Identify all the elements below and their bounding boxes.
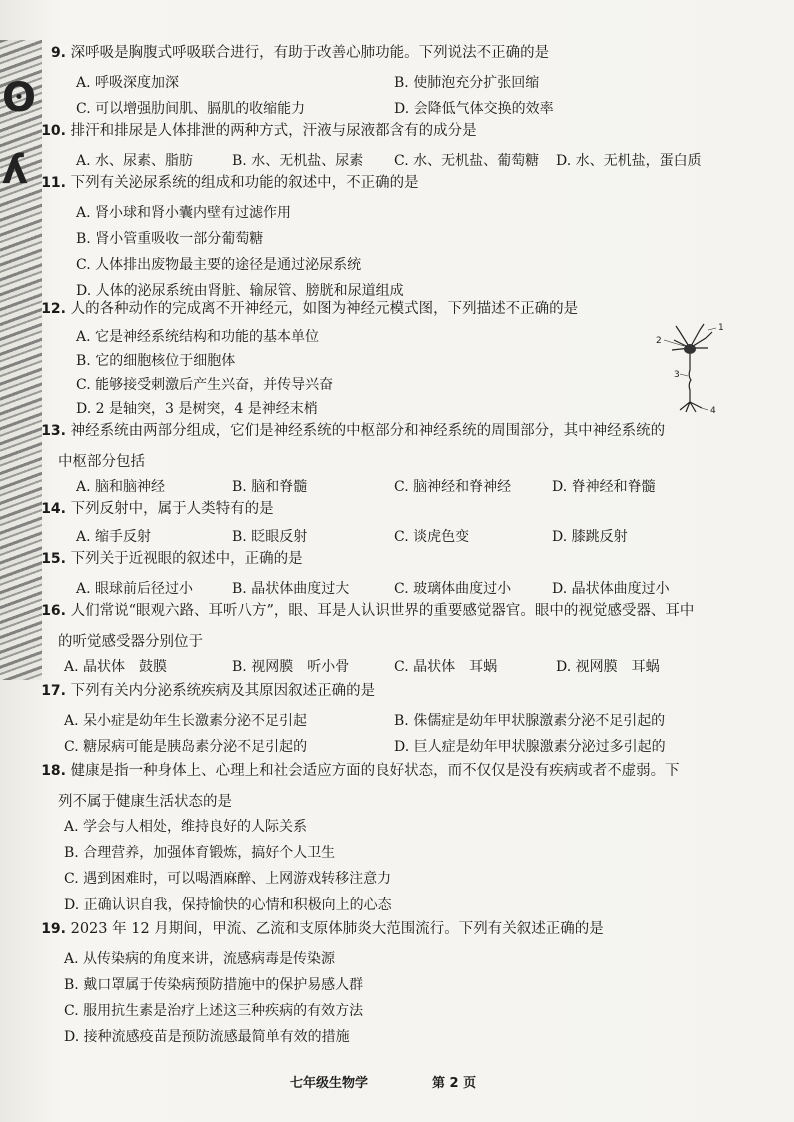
question-13-continued: 中枢部分包括 — [58, 454, 145, 470]
neuron-diagram — [650, 318, 730, 418]
option: C. 脑神经和脊神经 — [394, 479, 512, 495]
option: D. 正确认识自我，保持愉快的心情和积极向上的心态 — [64, 897, 392, 913]
option: C. 人体排出废物最主要的途径是通过泌尿系统 — [76, 257, 362, 273]
question-18: 18. 健康是指一种身体上、心理上和社会适应方面的良好状态，而不仅仅是没有疾病或者不虚弱。下 — [41, 763, 680, 779]
question-16: 16. 人们常说“眼观六路、耳听八方”，眼、耳是人认识世界的重要感觉器官。眼中的视觉感受器、耳中 — [41, 603, 695, 619]
option: D. 巨人症是幼年甲状腺激素分泌过多引起的 — [394, 739, 666, 755]
option: C. 谈虎色变 — [394, 529, 470, 545]
question-9: 9. 深呼吸是胸腹式呼吸联合进行，有助于改善心肺功能。下列说法不正确的是 — [50, 45, 550, 61]
option: A. 呆小症是幼年生长激素分泌不足引起 — [64, 713, 308, 729]
option: A. 从传染病的角度来讲，流感病毒是传染源 — [64, 951, 336, 967]
figure-label-2: 2 — [656, 336, 662, 346]
question-14: 14. 下列反射中，属于人类特有的是 — [41, 501, 274, 517]
option: D. 接种流感疫苗是预防流感最简单有效的措施 — [64, 1029, 350, 1045]
option: A. 脑和脑神经 — [76, 479, 166, 495]
option: C. 晶状体 耳蜗 — [394, 659, 498, 675]
option: D. 膝跳反射 — [552, 529, 628, 545]
option: B. 晶状体曲度过大 — [232, 581, 350, 597]
figure-label-3: 3 — [674, 370, 680, 380]
option: D. 晶状体曲度过小 — [552, 581, 670, 597]
figure-label-4: 4 — [710, 406, 716, 416]
option: D. 人体的泌尿系统由肾脏、输尿管、膀胱和尿道组成 — [76, 283, 404, 299]
option: D. 视网膜 耳蜗 — [556, 659, 660, 675]
option: B. 它的细胞核位于细胞体 — [76, 353, 236, 369]
option: C. 水、无机盐、葡萄糖 — [394, 153, 540, 169]
option: A. 它是神经系统结构和功能的基本单位 — [76, 329, 320, 345]
option: C. 糖尿病可能是胰岛素分泌不足引起的 — [64, 739, 308, 755]
question-15: 15. 下列关于近视眼的叙述中，正确的是 — [41, 551, 303, 567]
option: D. 水、无机盐，蛋白质 — [556, 153, 702, 169]
option: A. 晶状体 鼓膜 — [64, 659, 168, 675]
option: B. 侏儒症是幼年甲状腺激素分泌不足引起的 — [394, 713, 666, 729]
option: A. 缩手反射 — [76, 529, 152, 545]
option: B. 视网膜 听小骨 — [232, 659, 350, 675]
footer-page-number: 第 2 页 — [432, 1076, 477, 1091]
option: A. 学会与人相处，维持良好的人际关系 — [64, 819, 308, 835]
option: A. 水、尿素、脂肪 — [76, 153, 194, 169]
option: C. 可以增强肋间肌、膈肌的收缩能力 — [76, 101, 306, 117]
question-18-continued: 列不属于健康生活状态的是 — [58, 794, 232, 810]
option: A. 眼球前后径过小 — [76, 581, 194, 597]
option: D. 脊神经和脊髓 — [552, 479, 656, 495]
option: D. 会降低气体交换的效率 — [394, 101, 554, 117]
option: B. 脑和脊髓 — [232, 479, 308, 495]
option: A. 呼吸深度加深 — [76, 75, 180, 91]
option: C. 遇到困难时，可以喝酒麻醉、上网游戏转移注意力 — [64, 871, 392, 887]
option: A. 肾小球和肾小囊内壁有过滤作用 — [76, 205, 292, 221]
option: B. 肾小管重吸收一部分葡萄糖 — [76, 231, 264, 247]
question-16-continued: 的听觉感受器分别位于 — [58, 634, 203, 650]
option: B. 合理营养，加强体育锻炼，搞好个人卫生 — [64, 845, 336, 861]
footer-subject: 七年级生物学 — [290, 1076, 369, 1091]
figure-label-1: 1 — [718, 323, 724, 333]
option: B. 水、无机盐、尿素 — [232, 153, 364, 169]
edge-mark-glyph: ʎ — [2, 147, 29, 193]
option: B. 使肺泡充分扩张回缩 — [394, 75, 540, 91]
option: D. 2 是轴突，3 是树突，4 是神经末梢 — [76, 401, 318, 417]
question-11: 11. 下列有关泌尿系统的组成和功能的叙述中，不正确的是 — [41, 175, 419, 191]
edge-mark-glyph: ʘ — [2, 75, 37, 121]
question-12: 12. 人的各种动作的完成离不开神经元，如图为神经元模式图，下列描述不正确的是 — [41, 301, 579, 317]
option: C. 能够接受刺激后产生兴奋，并传导兴奋 — [76, 377, 334, 393]
question-10: 10. 排汗和排尿是人体排泄的两种方式，汗液与尿液都含有的成分是 — [41, 123, 477, 139]
question-13: 13. 神经系统由两部分组成，它们是神经系统的中枢部分和神经系统的周围部分，其中神经系统的 — [41, 423, 666, 439]
question-17: 17. 下列有关内分泌系统疾病及其原因叙述正确的是 — [41, 683, 376, 699]
option: C. 玻璃体曲度过小 — [394, 581, 512, 597]
question-19: 19. 2023 年 12 月期间，甲流、乙流和支原体肺炎大范围流行。下列有关叙述正确的是 — [41, 921, 604, 937]
option: B. 戴口罩属于传染病预防措施中的保护易感人群 — [64, 977, 364, 993]
option: C. 服用抗生素是治疗上述这三种疾病的有效方法 — [64, 1003, 364, 1019]
option: B. 眨眼反射 — [232, 529, 308, 545]
